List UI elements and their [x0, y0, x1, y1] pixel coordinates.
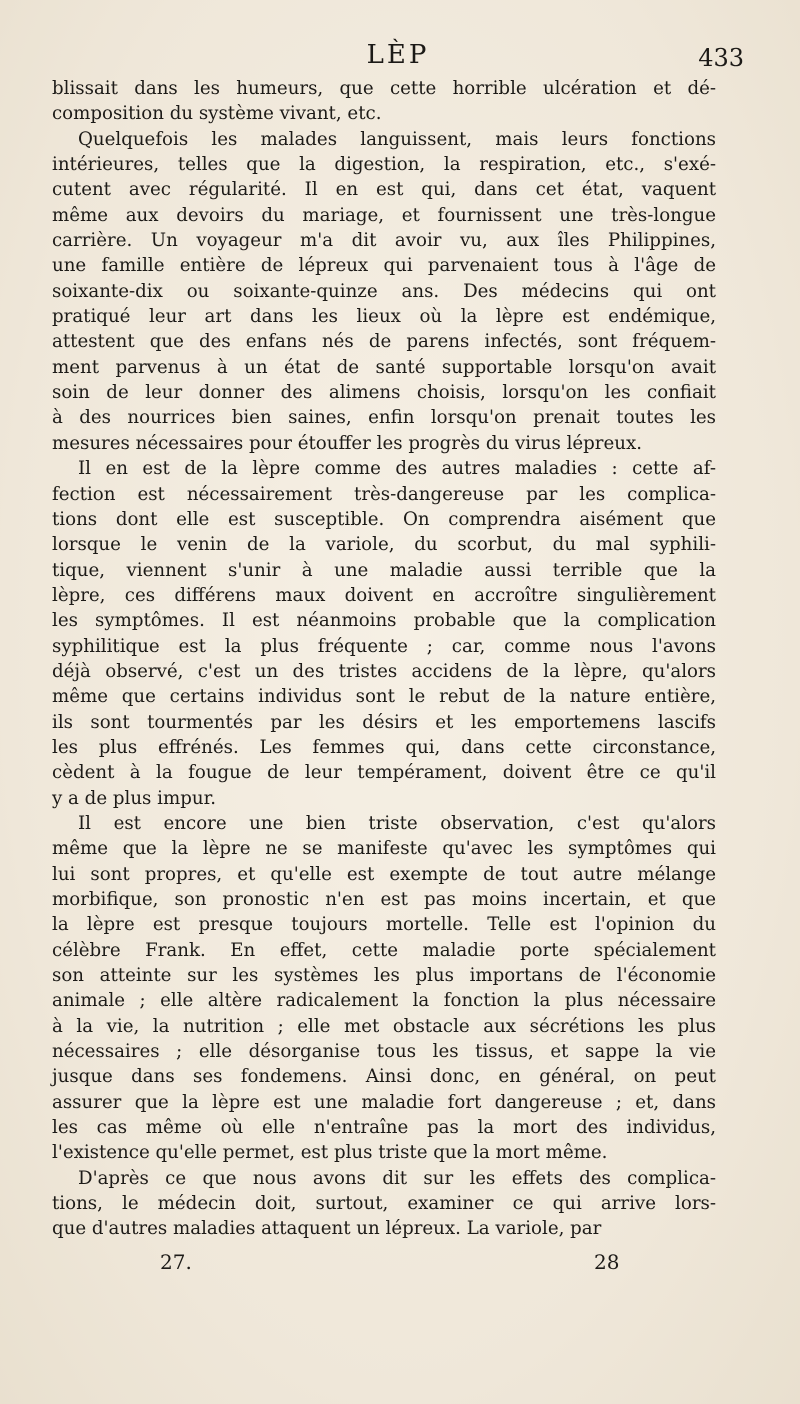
text-line: soixante-dix ou soixante-quinze ans. Des médecins qui ont: [52, 280, 716, 302]
text-line: ils sont tourmentés par les désirs et les emportemens lascifs: [52, 711, 716, 733]
text-line: mesures nécessaires pour étouffer les progrès du virus lépreux.: [52, 432, 643, 454]
body-text: [52, 76, 716, 1242]
text-line: syphilitique est la plus fréquente ; car, comme nous l'avons: [52, 635, 716, 657]
text-line: morbifique, son pronostic n'en est pas moins incertain, et que: [52, 889, 716, 910]
text-line: attestent que des enfans nés de parens infectés, sont fréquem-: [52, 331, 716, 353]
signature-mark-left: 27.: [160, 1250, 192, 1274]
text-line: assurer que la lèpre est une maladie fort dangereuse ; et, dans: [52, 1091, 716, 1113]
paragraph: [52, 456, 716, 811]
text-line: même que certains individus sont le rebut de la nature entière,: [52, 686, 716, 708]
text-line: fection est nécessairement très-dangereuse par les complica-: [52, 483, 716, 505]
text-line: l'existence qu'elle permet, est plus triste que la mort même.: [52, 1142, 608, 1164]
text-line: intérieures, telles que la digestion, la respiration, etc., s'exé-: [52, 154, 716, 176]
text-line: lèpre, ces différens maux doivent en accroître singulièrement: [52, 584, 716, 606]
paragraph: [52, 127, 716, 456]
paragraph: [52, 76, 716, 127]
text-line: même aux devoirs du mariage, et fournissent une très-longue: [52, 204, 716, 226]
text-line: animale ; elle altère radicalement la fonction la plus nécessaire: [52, 990, 716, 1012]
text-line: une famille entière de lépreux qui parvenaient tous à l'âge de: [52, 255, 716, 277]
page-header: [52, 40, 744, 80]
text-line: Il en est de la lèpre comme des autres maladies : cette af-: [78, 458, 716, 480]
text-line: la lèpre est presque toujours mortelle. Telle est l'opinion du: [52, 914, 716, 936]
text-line: soin de leur donner des alimens choisis, lorsqu'on les confiait: [52, 382, 716, 404]
text-line: tique, viennent s'unir à une maladie aussi terrible que la: [52, 559, 716, 581]
text-line: Il est encore une bien triste observation, c'est qu'alors: [78, 812, 716, 834]
text-line: lorsque le venin de la variole, du scorbut, du mal syphili-: [52, 534, 716, 556]
text-line: ment parvenus à un état de santé supportable lorsqu'on avait: [52, 356, 716, 378]
text-line: Quelquefois les malades languissent, mais leurs fonctions: [78, 128, 716, 150]
paragraph: [52, 811, 716, 1166]
text-line: blissait dans les humeurs, que cette horrible ulcération et dé-: [52, 78, 716, 99]
text-line: même que la lèpre ne se manifeste qu'avec les symptômes qui: [52, 838, 716, 860]
text-line: déjà observé, c'est un des tristes accidens de la lèpre, qu'alors: [52, 660, 716, 682]
text-line: tions dont elle est susceptible. On comprendra aisément que: [52, 508, 716, 530]
signature-mark-right: 28: [594, 1250, 620, 1274]
page-footer: [52, 1250, 716, 1280]
text-line: D'après ce que nous avons dit sur les effets des complica-: [78, 1167, 716, 1189]
text-line: y a de plus impur.: [52, 787, 217, 809]
paragraph: [52, 1166, 716, 1242]
text-line: lui sont propres, et qu'elle est exempte de tout autre mélange: [52, 863, 716, 885]
text-line: célèbre Frank. En effet, cette maladie porte spécialement: [52, 939, 716, 961]
text-line: carrière. Un voyageur m'a dit avoir vu, aux îles Philippines,: [52, 230, 716, 252]
text-line: à la vie, la nutrition ; elle met obstacle aux sécrétions les plus: [52, 1015, 716, 1037]
text-line: à des nourrices bien saines, enfin lorsqu'on prenait toutes les: [52, 407, 716, 429]
text-line: composition du système vivant, etc.: [52, 103, 382, 125]
text-line: jusque dans ses fondemens. Ainsi donc, en général, on peut: [52, 1066, 716, 1088]
page-number: 433: [698, 44, 744, 72]
text-line: cutent avec régularité. Il en est qui, dans cet état, vaquent: [52, 179, 716, 201]
text-line: nécessaires ; elle désorganise tous les tissus, et sappe la vie: [52, 1041, 716, 1063]
text-line: pratiqué leur art dans les lieux où la lèpre est endémique,: [52, 306, 716, 328]
text-line: cèdent à la fougue de leur tempérament, doivent être ce qu'il: [52, 762, 716, 784]
text-line: que d'autres maladies attaquent un lépreux. La variole, par: [52, 1218, 602, 1240]
text-line: son atteinte sur les systèmes les plus importans de l'économie: [52, 965, 716, 987]
text-line: les plus effrénés. Les femmes qui, dans cette circonstance,: [52, 736, 716, 758]
text-line: les symptômes. Il est néanmoins probable que la complication: [52, 610, 716, 632]
text-line: tions, le médecin doit, surtout, examiner ce qui arrive lors-: [52, 1193, 716, 1215]
text-line: les cas même où elle n'entraîne pas la mort des individus,: [52, 1117, 716, 1139]
running-head: LÈP: [366, 40, 430, 70]
